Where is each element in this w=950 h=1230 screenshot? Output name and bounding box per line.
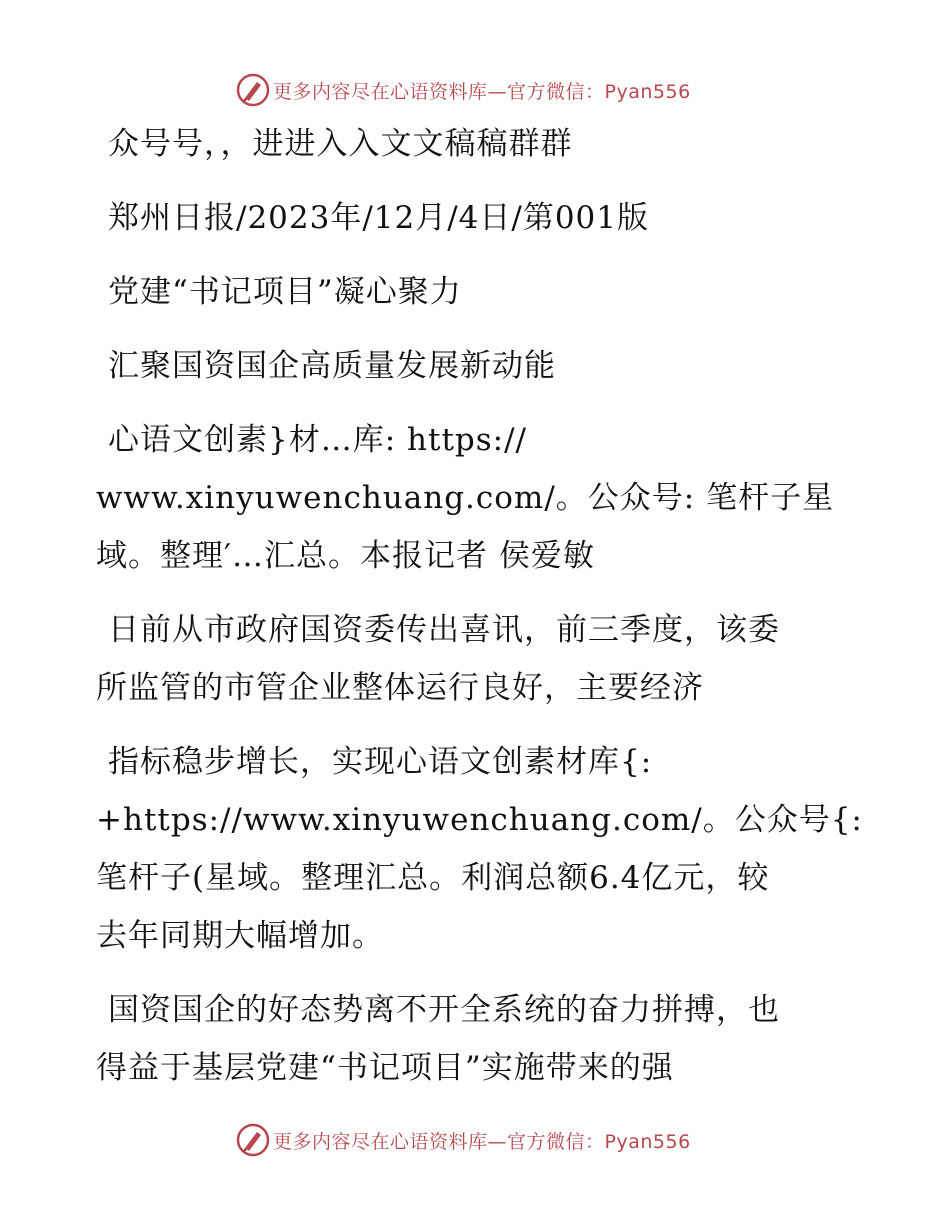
watermark-text: 更多内容尽在心语资料库—官方微信：Pyan556 (273, 1130, 691, 1153)
text-line: 所监管的市管企业整体运行良好，主要经济 (96, 670, 704, 706)
text-line: 指标稳步增长，实现心语文创素材库{: (108, 744, 653, 780)
text-line: 去年同期大幅增加。 (96, 918, 384, 954)
text-line: 党建“书记项目”凝心聚力 (108, 274, 462, 310)
text-line: 郑州日报/2023年/12月/4日/第001版 (108, 200, 650, 236)
text-line: 汇聚国资国企高质量发展新动能 (108, 348, 556, 384)
text-line: +https://www.xinyuwenchuang.com/。公众号{: (96, 802, 863, 838)
text-line: 日前从市政府国资委传出喜讯，前三季度，该委 (108, 612, 780, 648)
footer-watermark (236, 1122, 691, 1158)
header-watermark (236, 72, 691, 108)
text-line: www.xinyuwenchuang.com/。公众号: 笔杆子星 (96, 480, 835, 516)
text-line: 得益于基层党建“书记项目”实施带来的强 (96, 1050, 674, 1086)
text-line: 国资国企的好态势离不开全系统的奋力拼搏，也 (108, 992, 780, 1028)
watermark-text: 更多内容尽在心语资料库—官方微信：Pyan556 (273, 80, 691, 103)
text-line: 心语文创素}材…库: https:// (108, 422, 527, 458)
pen-logo-icon (236, 73, 270, 107)
pen-logo-icon (236, 1123, 270, 1157)
text-line: 笔杆子(星域。整理汇总。利润总额6.4亿元，较 (96, 860, 770, 896)
text-line: 域。整理′…汇总。本报记者 侯爱敏 (96, 538, 595, 574)
text-line: 众号号，，进进入入文文稿稿群群 (108, 126, 573, 162)
